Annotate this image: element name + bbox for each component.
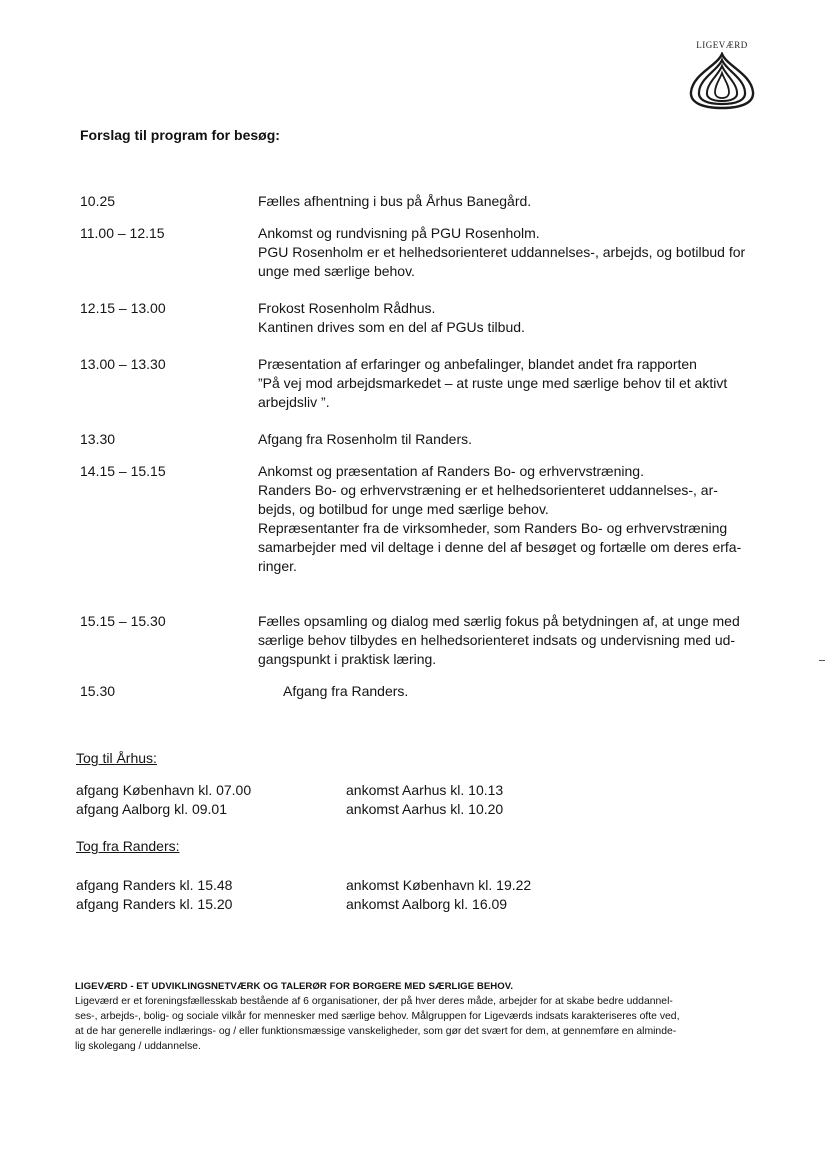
program-time: 14.15 – 15.15	[80, 463, 166, 479]
footer-title: LIGEVÆRD - ET UDVIKLINGSNETVÆRK OG TALERØR FOR BORGERE MED SÆRLIGE BEHOV.	[75, 981, 514, 992]
footer-line: ses-, arbejds-, bolig- og sociale vilkår for mennesker med særlige behov. Målgruppen for Ligeværds indsats karakteriseres ofte ved,	[75, 1011, 680, 1022]
program-line: bejds, og botilbud for unge med særlige behov.	[258, 501, 549, 517]
train-departure: afgang Randers kl. 15.20	[76, 896, 233, 912]
train-arrival: ankomst Aalborg kl. 16.09	[346, 896, 508, 912]
program-line: Kantinen drives som en del af PGUs tilbud.	[258, 319, 525, 335]
train-arrival: ankomst Aarhus kl. 10.13	[346, 782, 504, 798]
program-time: 11.00 – 12.15	[80, 225, 165, 241]
program-line: ”På vej mod arbejdsmarkedet – at ruste unge med særlige behov til et aktivt	[258, 375, 728, 391]
program-time: 13.30	[80, 431, 116, 447]
program-line: særlige behov tilbydes en helhedsorienteret indsats og undervisning med ud-	[258, 632, 736, 648]
ligevaerd-flame-logo-icon	[687, 52, 757, 110]
train-departure: afgang Randers kl. 15.48	[76, 877, 233, 893]
program-line: unge med særlige behov.	[258, 263, 415, 279]
program-description	[258, 299, 758, 337]
program-line: Ankomst og præsentation af Randers Bo- og erhvervstræning.	[258, 463, 644, 479]
footer-line: lig skolegang / uddannelse.	[75, 1041, 201, 1052]
scan-edge-mark	[819, 660, 825, 661]
train-departure: afgang Aalborg kl. 09.01	[76, 801, 228, 817]
program-line: Repræsentanter fra de virksomheder, som Randers Bo- og erhvervstræning	[258, 520, 728, 536]
program-description	[258, 612, 758, 669]
train-arrival: ankomst København kl. 19.22	[346, 877, 532, 893]
program-time: 15.15 – 15.30	[80, 613, 166, 629]
program-time: 10.25	[80, 193, 116, 209]
program-line: Randers Bo- og erhvervstræning er et helhedsorienteret uddannelses-, ar-	[258, 482, 718, 498]
program-line: gangspunkt i praktisk læring.	[258, 651, 437, 667]
program-description	[258, 430, 758, 449]
program-line: Fælles opsamling og dialog med særlig fokus på betydningen af, at unge med	[258, 613, 740, 629]
program-time: 15.30	[80, 683, 116, 699]
program-description	[258, 462, 758, 576]
program-line: Frokost Rosenholm Rådhus.	[258, 300, 436, 316]
footer-line: at de har generelle indlærings- og / eller funktionsmæssige vanskeligheder, som gør det svært for dem, at gennemføre en alminde-	[75, 1026, 677, 1037]
program-time: 13.00 – 13.30	[80, 356, 166, 372]
train-departure: afgang København kl. 07.00	[76, 782, 252, 798]
program-time: 12.15 – 13.00	[80, 300, 166, 316]
logo-text: LIGEVÆRD	[696, 40, 748, 50]
program-description	[283, 682, 783, 701]
trains-from-title: Tog fra Randers:	[76, 838, 180, 854]
footer	[75, 979, 745, 1054]
logo	[676, 40, 768, 110]
train-arrival: ankomst Aarhus kl. 10.20	[346, 801, 504, 817]
program-description	[258, 192, 758, 211]
footer-line: Ligeværd er et foreningsfællesskab bestående af 6 organisationer, der på hver deres måde, arbejder for at skabe bedre uddannel-	[75, 996, 673, 1007]
program-line: arbejdsliv ”.	[258, 394, 330, 410]
page-title: Forslag til program for besøg:	[80, 127, 280, 143]
program-line: Præsentation af erfaringer og anbefalinger, blandet andet fra rapporten	[258, 356, 697, 372]
program-line: PGU Rosenholm er et helhedsorienteret uddannelses-, arbejds, og botilbud for	[258, 244, 746, 260]
program-line: Fælles afhentning i bus på Århus Banegård.	[258, 193, 532, 209]
program-description	[258, 224, 758, 281]
program-line: samarbejder med vil deltage i denne del af besøget og fortælle om deres erfa-	[258, 539, 742, 555]
program-line: Afgang fra Rosenholm til Randers.	[258, 431, 472, 447]
trains-to-title: Tog til Århus:	[76, 750, 157, 766]
program-line: Afgang fra Randers.	[283, 683, 409, 699]
program-description	[258, 355, 758, 412]
program-line: Ankomst og rundvisning på PGU Rosenholm.	[258, 225, 540, 241]
program-line: ringer.	[258, 558, 297, 574]
